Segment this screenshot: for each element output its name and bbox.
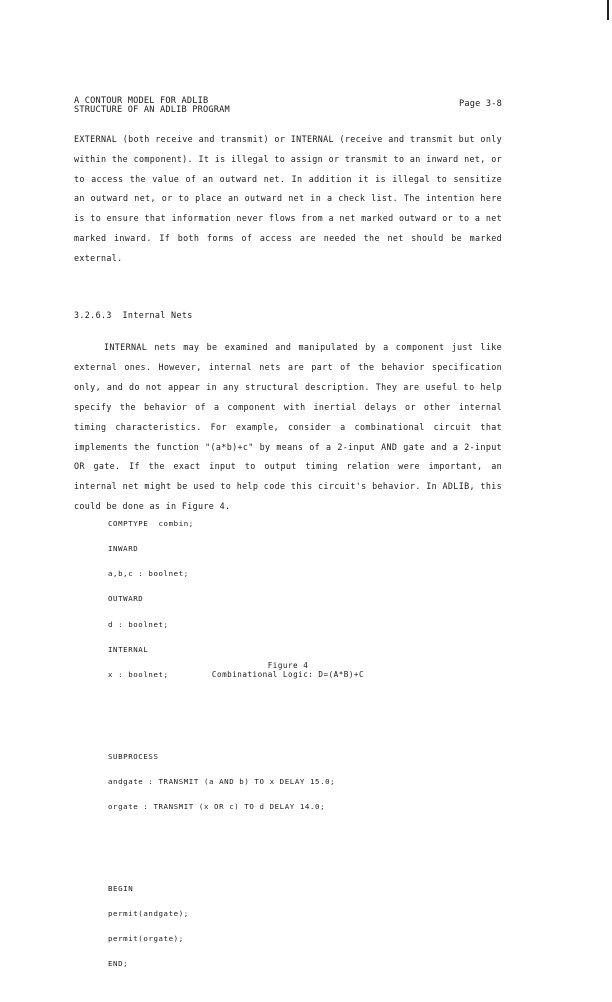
code-line: orgate : TRANSMIT (x OR c) TO d DELAY 14.0; [108, 801, 326, 811]
code-block-subprocess [108, 736, 335, 828]
code-block-body [108, 868, 335, 985]
code-line: BEGIN [108, 883, 134, 893]
header-subtitle: STRUCTURE OF AN ADLIB PROGRAM [74, 105, 230, 115]
code-line: x : boolnet; [108, 669, 169, 679]
code-spacer [108, 712, 335, 719]
code-line: SUBPROCESS [108, 751, 159, 761]
code-line: d : boolnet; [108, 619, 169, 629]
code-spacer [108, 844, 335, 851]
code-line: permit(orgate); [108, 933, 184, 943]
page-edge-mark [607, 0, 609, 20]
figure-label: Figure 4 [267, 661, 309, 670]
figure-caption-text: Combinational Logic: D=(A*B)+C [211, 670, 365, 679]
code-line: a,b,c : boolnet; [108, 569, 189, 579]
header-title: A CONTOUR MODEL FOR ADLIB [74, 96, 209, 106]
figure-caption [74, 661, 502, 679]
page-number: Page 3-8 [459, 99, 502, 109]
code-line: permit(andgate); [108, 908, 189, 918]
code-line: END; [108, 958, 129, 968]
code-line: INWARD [108, 544, 139, 554]
code-listing [108, 487, 335, 1002]
paragraph-internal-nets: INTERNAL nets may be examined and manipulated by a component just like external ones. However, internal nets are part of the behavior specification only, and do not appear in any structural description. They are useful to help specify the behavior of a component with inertial delays or other internal timing characteristics. For example, consider a combinational circuit that implements the function "(a*b)+c" by means of a 2-input AND gate and a 2-input OR gate. If the exact input to output timing relation were important, an internal net might be used to help code this circuit's behavior. In ADLIB, this could be done as in Figure 4. [74, 342, 502, 512]
code-line: INTERNAL [108, 644, 149, 654]
running-header [74, 97, 502, 115]
code-line: COMPTYPE combin; [108, 519, 194, 529]
paragraph-net-access-rules: EXTERNAL (both receive and transmit) or INTERNAL (receive and transmit but only within the component). It is illegal to assign or transmit to an inward net, or to access the value of an outward net. In addition it is illegal to sensitize an outward net, or to place an outward net in a check list. The intention here is to ensure that information never flows from a net marked outward or to a net marked inward. If both forms of access are needed the net should be marked external. [74, 134, 502, 263]
code-line: andgate : TRANSMIT (a AND b) TO x DELAY 15.0; [108, 776, 336, 786]
section-heading: 3.2.6.3 Internal Nets [74, 310, 193, 320]
code-line: OUTWARD [108, 594, 144, 604]
